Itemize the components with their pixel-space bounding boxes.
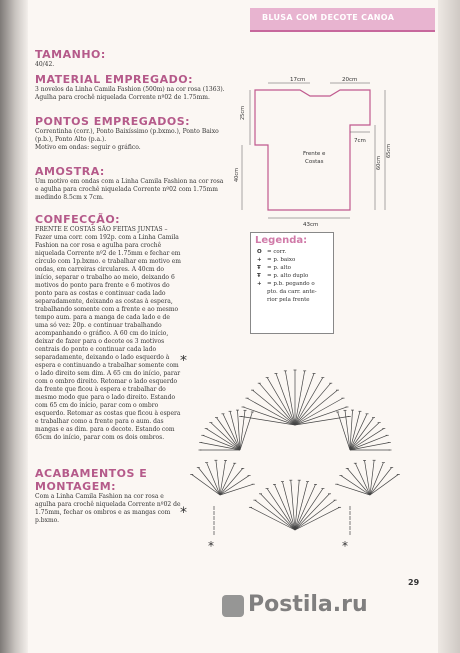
section-amostra — [35, 165, 225, 202]
section-text: Correntinha (corr.), Ponto Baixíssimo (p.bxmo.), Ponto Baixo (p.b.), Ponto Alto (p.a.). — [35, 128, 219, 143]
section-pontos — [35, 115, 225, 152]
chart-asterisk: * — [208, 539, 214, 553]
dim-body-left: 40cm — [234, 168, 240, 182]
legend-item: Ŧ = p. alto duplo — [257, 273, 309, 279]
double-crochet-symbol-icon: Ŧ — [257, 265, 261, 271]
watermark: Postila.ru — [248, 592, 368, 617]
dim-neck: 17cm — [290, 77, 306, 83]
section-text: Com a Linha Camila Fashion na cor rosa e agulha para crochê niquelada Corrente nº02 de 1.75mm, fechar os ombros e as mangas com p.bxmo. — [35, 493, 181, 524]
stitch-mark — [211, 423, 240, 450]
section-title: MATERIAL EMPREGADO: — [35, 73, 193, 86]
postila-logo-icon — [222, 595, 244, 617]
garment-schematic — [230, 70, 435, 230]
chart-asterisk: * — [180, 355, 187, 369]
section-material — [35, 73, 225, 102]
front-post-sc-symbol-icon: + — [257, 281, 262, 287]
page-title: BLUSA COM DECOTE CANOA — [262, 13, 395, 22]
legend-item: O = corr. — [257, 249, 287, 255]
dim-body-right-2: 65cm — [386, 144, 392, 158]
legend-box — [250, 232, 334, 334]
dim-sleeve: 7cm — [354, 138, 366, 144]
legend-item: Ŧ = p. alto — [257, 265, 291, 271]
chart-asterisk: * — [180, 505, 187, 521]
section-title: AMOSTRA: — [35, 165, 105, 178]
stitch-mark — [295, 494, 329, 530]
section-title: PONTOS EMPREGADOS: — [35, 115, 191, 128]
dim-shoulder: 20cm — [342, 77, 358, 83]
dim-bottom: 43cm — [303, 222, 319, 228]
section-tamanho — [35, 48, 225, 69]
stitch-mark — [338, 412, 350, 450]
crochet-stitch-chart — [180, 355, 410, 565]
stitch-mark — [295, 500, 335, 530]
section-confeccao — [35, 213, 183, 442]
center-label-1: Frente e — [303, 151, 326, 157]
dim-body-right-1: 60cm — [376, 156, 382, 170]
legend-title: Legenda: — [255, 235, 308, 246]
treble-crochet-symbol-icon: Ŧ — [257, 273, 261, 279]
stitch-mark — [267, 489, 295, 530]
stitch-mark — [295, 507, 340, 530]
chart-asterisk: * — [342, 539, 348, 553]
stitch-mark — [295, 489, 323, 530]
section-title: CONFECÇÃO: — [35, 213, 121, 226]
stitch-mark — [250, 507, 295, 530]
page-number: 29 — [408, 578, 420, 587]
section-text-2: Motivo em ondas: seguir o gráfico. — [35, 144, 141, 151]
section-title: TAMANHO: — [35, 48, 106, 61]
section-acabamentos — [35, 467, 185, 525]
stitch-mark — [240, 412, 252, 450]
page-edge — [438, 0, 460, 653]
section-title: ACABAMENTOS E MONTAGEM: — [35, 467, 148, 493]
section-text: 40/42. — [35, 61, 55, 68]
section-text: Um motivo em ondas com a Linha Camila Fashion na cor rosa e agulha para crochê niquelada Corrente nº02 com 1.75mm medindo 8.5cm x 7cm. — [35, 178, 224, 201]
legend-item: + = p.b. pegando o — [257, 281, 315, 287]
legend-item: pto. da carr. ante- — [267, 289, 317, 295]
stitch-mark — [350, 423, 379, 450]
chain-symbol-icon: O — [257, 249, 262, 255]
dim-upper-height: 25cm — [240, 106, 246, 120]
stitch-mark — [255, 500, 295, 530]
legend-item: rior pela frente — [267, 297, 310, 303]
single-crochet-symbol-icon: + — [257, 257, 262, 263]
legend-item: + = p. baixo — [257, 257, 296, 263]
page-gutter-shadow — [0, 0, 28, 653]
center-label-2: Costas — [305, 159, 324, 165]
stitch-mark — [261, 494, 295, 530]
section-text: FRENTE E COSTAS SÃO FEITAS JUNTAS – Fazer uma corr. com 192p. com a Linha Camila Fashion na cor rosa e agulha para crochê niquelada Corrente nº2 de 1.75mm e fechar em círculo com 1p.bxmo. e trabalhar em motivo em ondas, em carreiras circulares. A 40cm do início, separar o trabalho ao meio, deixando 6 motivos do ponto para frente e 6 motivos do ponto para as costas e continuar cada lado separadamente, deixando as costas à espera, trabalhando somente com a frente e ao mesmo tempo aum. para a manga de cada lado e de uma só vez: 20p. e continuar trabalhando acompanhando o gráfico. A 60 cm do início, deixar de fazer para o decote os 3 motivos centrais do ponto e continuar cada lado separadamente, deixando o lado esquerdo à espera e continuando a trabalhar somente com o lado direito sem dim. A 65 cm do início, parar com o ombro direito. Retomar o lado esquerdo da frente que ficou à espera e trabalhar do mesmo modo que para o lado direito. Estando com 65 cm do início, parar com o ombro esquerdo. Retomar as costas que ficou à espera e trabalhar como a frente para o aum. das mangas e as dim. para o decote. Estando com 65cm do início, parar com os dois ombros. — [35, 226, 181, 441]
section-text: 3 novelos da Linha Camila Fashion (500m) na cor rosa (1363). Agulha para crochê niquelada Corrente nº02 de 1.75mm. — [35, 86, 225, 101]
